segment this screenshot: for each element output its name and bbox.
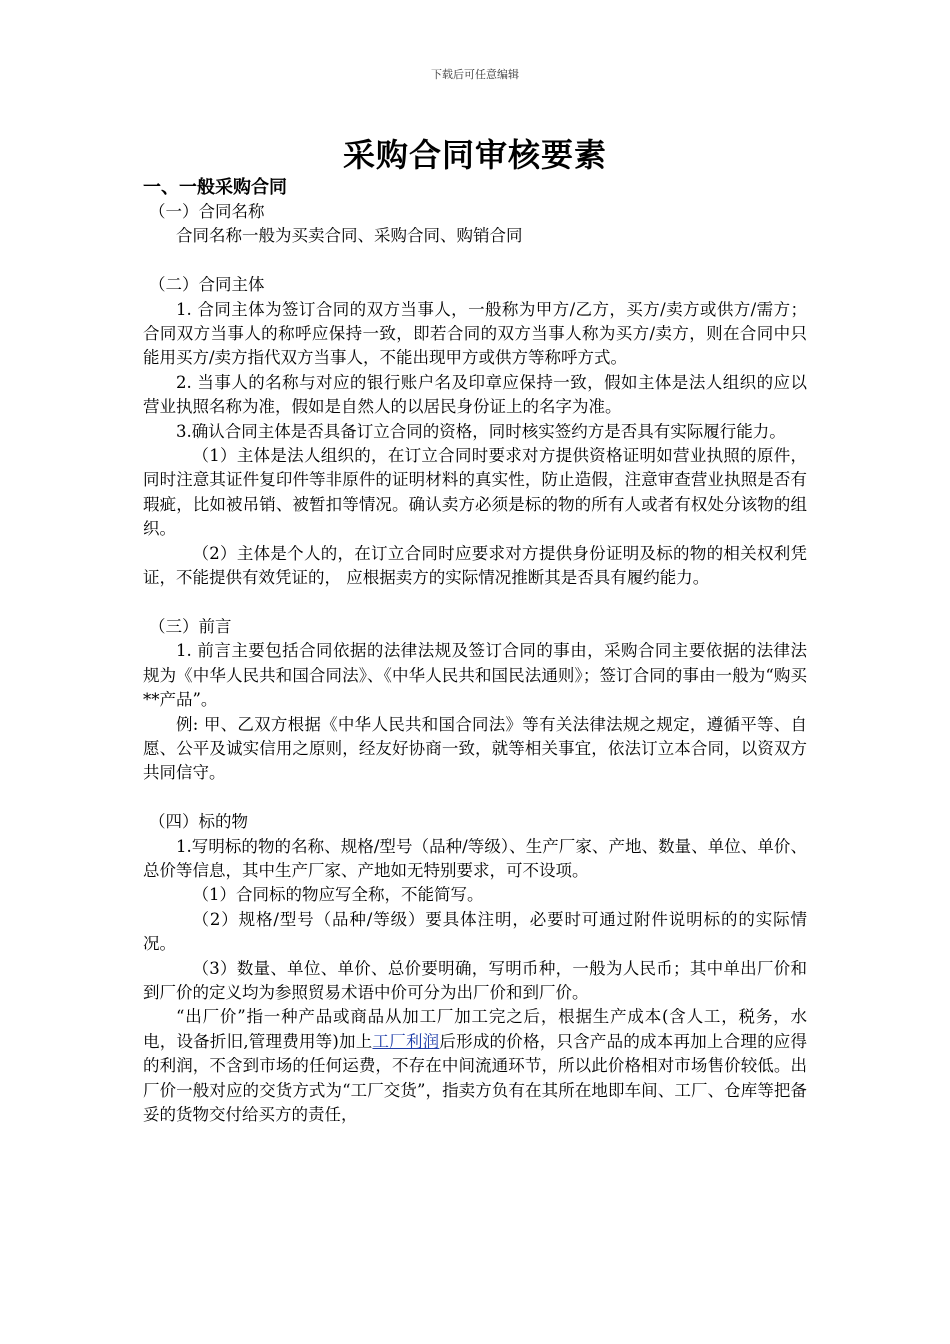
document-body xyxy=(143,176,807,1127)
subsection-heading-subject-matter: （四）标的物 xyxy=(149,812,248,832)
subsection-heading-contract-name: （一）合同名称 xyxy=(149,202,265,221)
paragraph-party-3-2: （2）主体是个人的，在订立合同时应要求对方提供身份证明及标的物的相关权利凭证，不能提供有效凭证的， 应根据卖方的实际情况推断其是否具有履约能力。 xyxy=(143,543,807,588)
factory-price-text-a: “出厂价”指一种产品或商品从加工厂加工完之后，根据生产成本(含人工，税务，水电，设备折旧,管理费用等)加上 xyxy=(143,1007,807,1051)
paragraph-party-3: 3.确认合同主体是否具备订立合同的资格，同时核实签约方是否具有实际履行能力。 xyxy=(176,421,786,441)
header-note: 下载后可任意编辑 xyxy=(431,68,519,81)
paragraph-subject-1-1: （1）合同标的物应写全称，不能简写。 xyxy=(192,885,484,905)
paragraph-factory-price xyxy=(143,1005,807,1127)
paragraph-party-3-1: （1）主体是法人组织的，在订立合同时要求对方提供资格证明如营业执照的原件，同时注意其证件复印件等非原件的证明材料的真实性，防止造假，注意审查营业执照是否有瑕疵，比如被吊销、被暂扣等情况。确认卖方必须是标的物的所有人或者有权处分该物的组织。 xyxy=(143,446,807,539)
subsection-heading-contract-party: （二）合同主体 xyxy=(149,275,265,295)
paragraph-party-1: 1. 合同主体为签订合同的双方当事人，一般称为甲方/乙方，买方/卖方或供方/需方；合同双方当事人的称呼应保持一致，即若合同的双方当事人称为买方/卖方，则在合同中只能用买方/卖方指代双方当事人，不能出现甲方或供方等称呼方式。 xyxy=(143,299,807,368)
document-title: 采购合同审核要素 xyxy=(342,136,607,174)
paragraph-preface-example: 例: 甲、乙双方根据《中华人民共和国合同法》等有关法律法规之规定，遵循平等、自愿、公平及诚实信用之原则，经友好协商一致，就等相关事宜，依法订立本合同，以资双方共同信守。 xyxy=(143,714,807,783)
paragraph-preface-1: 1. 前言主要包括合同依据的法律法规及签订合同的事由，采购合同主要依据的法律法规为《中华人民共和国合同法》、《中华人民共和国民法通则》；签订合同的事由一般为“购买**产品”。 xyxy=(143,641,807,710)
factory-profit-link[interactable]: 工厂利润 xyxy=(372,1031,440,1051)
section-heading-general-contract: 一、一般采购合同 xyxy=(143,177,287,198)
paragraph-contract-name: 合同名称一般为买卖合同、采购合同、购销合同 xyxy=(176,226,523,246)
spacer xyxy=(143,590,807,614)
spacer xyxy=(143,786,807,810)
spacer xyxy=(143,249,807,273)
paragraph-subject-1-3: （3）数量、单位、单价、总价要明确，写明币种，一般为人民币；其中单出厂价和到厂价的定义均为参照贸易术语中价可分为出厂价和到厂价。 xyxy=(143,958,807,1002)
paragraph-subject-1-2: （2）规格/型号（品种/等级）要具体注明，必要时可通过附件说明标的的实际情况。 xyxy=(143,909,807,954)
subsection-heading-preface: （三）前言 xyxy=(149,616,232,636)
paragraph-party-2: 2. 当事人的名称与对应的银行账户名及印章应保持一致，假如主体是法人组织的应以营业执照名称为准，假如是自然人的以居民身份证上的名字为准。 xyxy=(143,372,807,417)
factory-price-text-b: 后形成的价格，只含产品的成本再加上合理的应得的利润，不含到市场的任何运费，不存在中间流通环节，所以此价格相对市场售价较低。出厂价一般对应的交货方式为“工厂交货”，指卖方负有在其所在地即车间、工厂、仓库等把备妥的货物交付给买方的责任， xyxy=(143,1031,808,1124)
paragraph-subject-1: 1.写明标的物的名称、规格/型号（品种/等级）、生产厂家、产地、数量、单位、单价、总价等信息，其中生产厂家、产地如无特别要求，可不设项。 xyxy=(143,836,807,880)
